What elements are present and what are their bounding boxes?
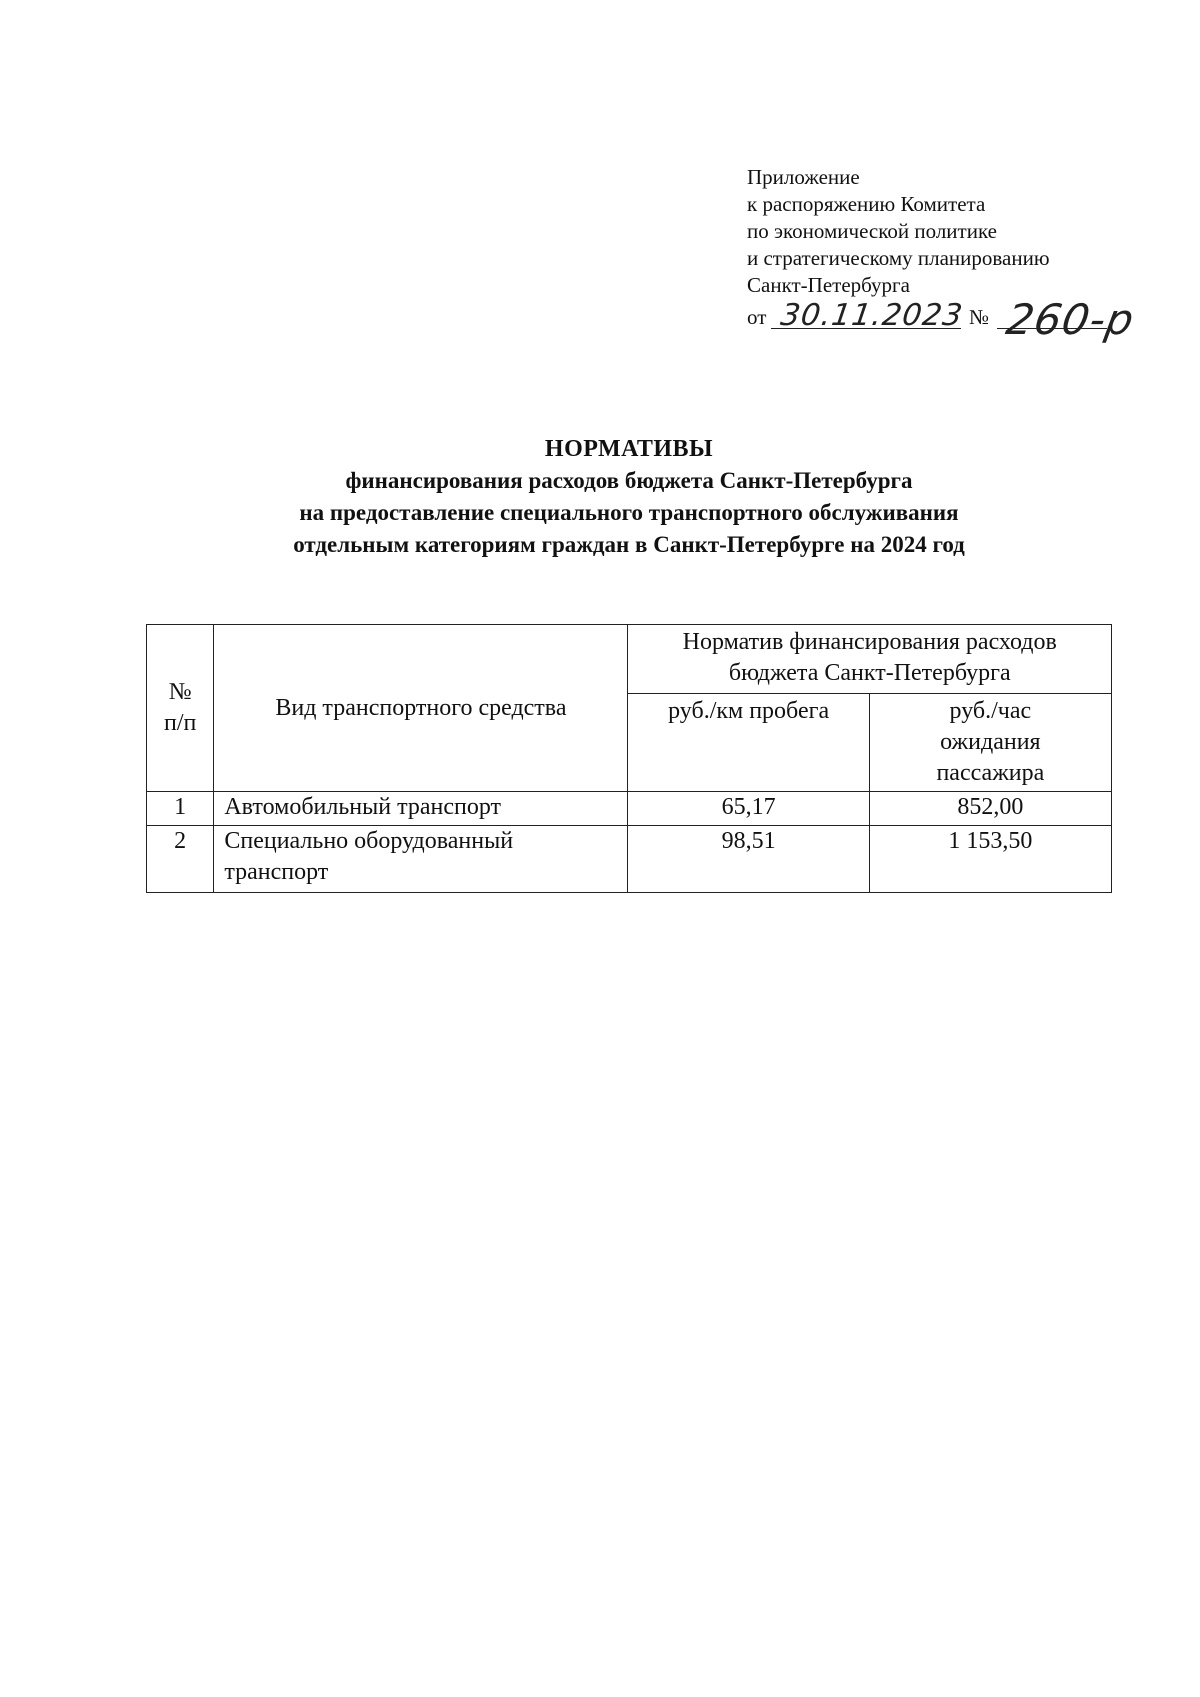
cell-num: 2: [147, 826, 214, 893]
cell-per-km: 65,17: [628, 792, 869, 826]
appendix-block: [747, 164, 1147, 344]
number-prefix: №: [969, 305, 990, 329]
header-group-line: бюджета Санкт-Петербурга: [728, 660, 1011, 686]
cell-per-km: 98,51: [628, 826, 869, 893]
header-type: Вид транспортного средства: [214, 625, 628, 792]
header-num: [147, 625, 214, 792]
header-per-hour-line: пассажира: [936, 760, 1045, 786]
header-per-hour: [869, 694, 1111, 792]
cell-num: 1: [147, 792, 214, 826]
handwritten-number: 260-р: [1002, 295, 1139, 344]
title-line: финансирования расходов бюджета Санкт-Петербурга: [345, 468, 913, 493]
cell-type: [214, 826, 628, 893]
cell-type: Автомобильный транспорт: [214, 792, 628, 826]
title-main: НОРМАТИВЫ: [544, 436, 714, 462]
norms-table: [146, 624, 1112, 893]
cell-per-hour: 852,00: [869, 792, 1111, 826]
header-num-line: п/п: [163, 710, 197, 736]
title-line: отдельным категориям граждан в Санкт-Петербурге на 2024 год: [293, 532, 965, 557]
header-num-line: №: [168, 679, 192, 705]
appendix-line: по экономической политике: [747, 219, 997, 243]
cell-type-line: транспорт: [224, 859, 329, 885]
title-line: на предоставление специального транспортного обслуживания: [299, 500, 959, 525]
header-per-hour-line: ожидания: [940, 729, 1041, 755]
appendix-line: к распоряжению Комитета: [747, 192, 986, 216]
appendix-line: Санкт-Петербурга: [747, 273, 910, 297]
table-row: [147, 792, 1112, 826]
appendix-line: и стратегическому планированию: [747, 246, 1050, 270]
document-title: [0, 433, 1200, 561]
header-group-line: Норматив финансирования расходов: [682, 629, 1057, 655]
header-per-hour-line: руб./час: [949, 698, 1032, 724]
header-per-km: руб./км пробега: [628, 694, 869, 792]
date-number-line: [747, 295, 1147, 344]
cell-per-hour: 1 153,50: [869, 826, 1111, 893]
appendix-line: Приложение: [747, 165, 860, 189]
table-row: [147, 826, 1112, 893]
handwritten-date: 30.11.2023: [778, 298, 966, 333]
date-prefix: от: [747, 305, 767, 329]
table-header-row: [147, 625, 1112, 694]
header-group: [628, 625, 1112, 694]
cell-type-line: Специально оборудованный: [224, 828, 514, 854]
